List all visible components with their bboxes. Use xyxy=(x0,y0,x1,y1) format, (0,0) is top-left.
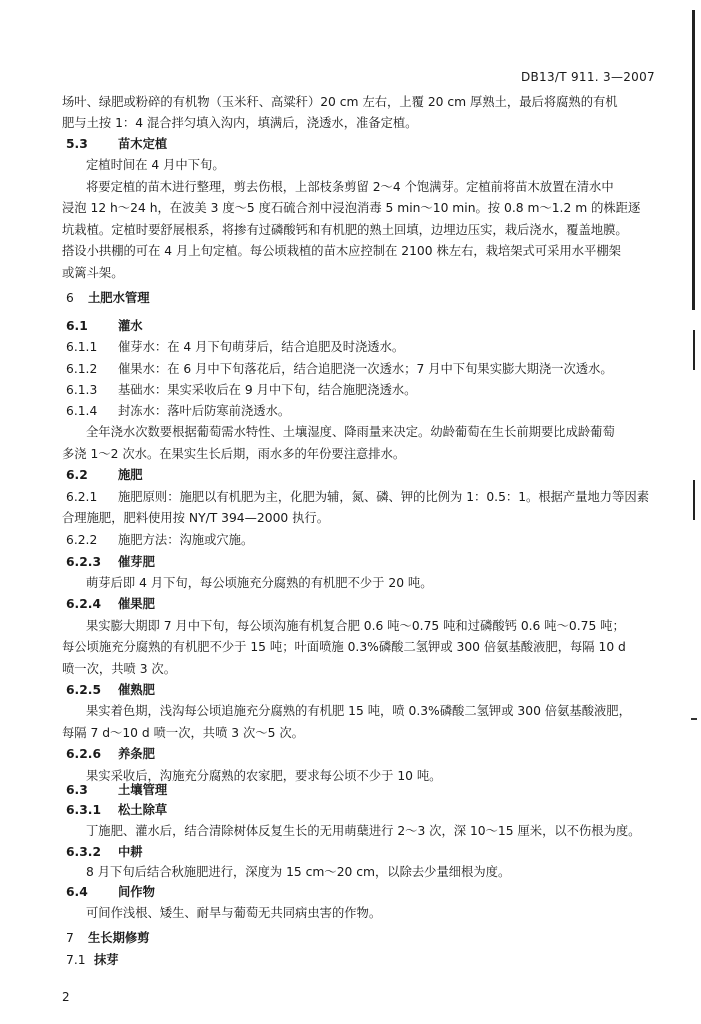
section-heading-6 xyxy=(66,288,662,310)
paragraph-line: 多浇 1～2 次水。在果实生长后期，雨水多的年份要注意排水。 xyxy=(62,447,406,461)
clause-number: 6.1.4 xyxy=(66,404,98,418)
clause-number: 6.2.1 xyxy=(66,490,98,504)
clause-text: 封冻水：落叶后防寒前浇透水。 xyxy=(118,404,291,418)
section-number: 6.2.6 xyxy=(66,747,102,761)
clause-6-2-1 xyxy=(66,487,662,509)
paragraph-line: 果实采收后，沟施充分腐熟的农家肥，要求每公顷不少于 10 吨。 xyxy=(86,769,442,783)
section-heading-6-3-2 xyxy=(66,842,662,864)
paragraph-line: 每公顷施充分腐熟的有机肥不少于 15 吨；叶面喷施 0.3%磷酸二氢钾或 300 倍氨基酸液肥，每隔 10 d xyxy=(62,640,626,654)
document-id: DB13/T 911. 3—2007 xyxy=(520,70,655,84)
paragraph-line: 全年浇水次数要根据葡萄需水特性、土壤湿度、降雨量来决定。幼龄葡萄在生长前期要比成龄葡萄 xyxy=(86,425,615,439)
section-title: 催果肥 xyxy=(118,597,155,611)
clause-number: 6.2.2 xyxy=(66,533,98,547)
section-title: 催熟肥 xyxy=(118,683,155,697)
paragraph-line: 果实膨大期即 7 月中下旬，每公顷沟施有机复合肥 0.6 吨～0.75 吨和过磷酸钙 0.6 吨～0.75 吨； xyxy=(86,619,625,633)
page-number: 2 xyxy=(62,990,70,1004)
paragraph-line: 丁施肥、灌水后，结合清除树体反复生长的无用萌蘖进行 2～3 次，深 10～15 厘米，以不伤根为度。 xyxy=(86,824,641,838)
section-heading-6-2-6 xyxy=(66,744,662,766)
paragraph-line: 果实着色期，浅沟每公顷追施充分腐熟的有机肥 15 吨，喷 0.3%磷酸二氢钾或 300 倍氨基酸液肥， xyxy=(86,704,631,718)
section-heading-7 xyxy=(66,928,662,950)
section-heading-6-2-5 xyxy=(66,680,662,702)
paragraph-line: 浸泡 12 h～24 h，在波美 3 度～5 度石硫合剂中浸泡消毒 5 min～10 min。按 0.8 m～1.2 m 的株距逐 xyxy=(62,201,641,215)
paragraph-line: 合理施肥，肥料使用按 NY/T 394—2000 执行。 xyxy=(62,511,330,525)
clause-6-1-1 xyxy=(66,337,662,359)
section-title: 土肥水管理 xyxy=(88,291,150,305)
section-heading-6-3 xyxy=(66,780,662,802)
section-heading-6-4 xyxy=(66,882,662,904)
section-title: 土壤管理 xyxy=(118,783,168,797)
clause-6-2-2 xyxy=(66,530,662,552)
section-number: 6.2 xyxy=(66,468,88,482)
section-number: 6.2.3 xyxy=(66,555,102,569)
section-title: 抹芽 xyxy=(94,953,119,967)
paragraph-line: 8 月下旬后结合秋施肥进行，深度为 15 cm～20 cm，以除去少量细根为度。 xyxy=(86,865,511,879)
section-heading-6-2-3 xyxy=(66,552,662,574)
section-heading-6-3-1 xyxy=(66,800,662,822)
section-title: 间作物 xyxy=(118,885,155,899)
paragraph-line: 将要定植的苗木进行整理，剪去伤根，上部枝条剪留 2～4 个饱满芽。定植前将苗木放置在清水中 xyxy=(86,180,614,194)
clause-number: 6.1.1 xyxy=(66,340,98,354)
section-title: 中耕 xyxy=(118,845,143,859)
section-title: 苗木定植 xyxy=(118,137,168,151)
paragraph-line: 定植时间在 4 月中下旬。 xyxy=(86,158,225,172)
section-title: 灌水 xyxy=(118,319,143,333)
section-number: 6.2.4 xyxy=(66,597,102,611)
scan-edge-mark xyxy=(693,330,695,370)
section-number: 6.2.5 xyxy=(66,683,102,697)
paragraph-line: 喷一次，共喷 3 次。 xyxy=(62,662,177,676)
section-title: 生长期修剪 xyxy=(88,931,150,945)
section-number: 6 xyxy=(66,291,74,305)
section-title: 催芽肥 xyxy=(118,555,155,569)
section-heading-5-3 xyxy=(66,134,662,156)
section-heading-6-2-4 xyxy=(66,594,662,616)
clause-6-1-3 xyxy=(66,380,662,402)
section-number: 6.3.2 xyxy=(66,845,102,859)
paragraph-line: 肥与土按 1：4 混合拌匀填入沟内，填满后，浇透水，准备定植。 xyxy=(62,116,418,130)
section-number: 6.3 xyxy=(66,783,88,797)
clause-6-1-2 xyxy=(66,359,662,381)
section-number: 6.4 xyxy=(66,885,88,899)
scan-edge-tick xyxy=(691,718,697,720)
paragraph-line: 或篱斗架。 xyxy=(62,266,124,280)
clause-number: 6.1.3 xyxy=(66,383,98,397)
section-title: 施肥 xyxy=(118,468,143,482)
paragraph-line: 场叶、绿肥或粉碎的有机物（玉米秆、高粱秆）20 cm 左右，上覆 20 cm 厚熟土，最后将腐熟的有机 xyxy=(62,95,618,109)
section-number: 7.1 xyxy=(66,953,86,967)
clause-text: 基础水：果实采收后在 9 月中下旬，结合施肥浇透水。 xyxy=(118,383,417,397)
section-number: 5.3 xyxy=(66,137,88,151)
section-heading-6-2 xyxy=(66,465,662,487)
clause-text: 催芽水：在 4 月下旬萌芽后，结合追肥及时浇透水。 xyxy=(118,340,405,354)
scan-edge-mark xyxy=(692,10,695,310)
paragraph-line: 每隔 7 d～10 d 喷一次，共喷 3 次～5 次。 xyxy=(62,726,304,740)
section-number: 6.1 xyxy=(66,319,88,333)
section-title: 松土除草 xyxy=(118,803,168,817)
scan-edge-mark xyxy=(693,480,695,520)
paragraph-line: 可间作浅根、矮生、耐旱与葡萄无共同病虫害的作物。 xyxy=(86,906,382,920)
section-heading-6-1 xyxy=(66,316,662,338)
clause-text: 施肥方法：沟施或穴施。 xyxy=(118,533,254,547)
section-number: 7 xyxy=(66,931,74,945)
section-number: 6.3.1 xyxy=(66,803,102,817)
clause-6-1-4 xyxy=(66,401,662,423)
section-heading-7-1 xyxy=(66,950,662,972)
clause-text: 施肥原则：施肥以有机肥为主，化肥为辅，氮、磷、钾的比例为 1：0.5：1。根据产量地力等因素 xyxy=(118,490,649,504)
clause-number: 6.1.2 xyxy=(66,362,98,376)
paragraph-line: 坑栽植。定植时要舒展根系，将掺有过磷酸钙和有机肥的熟土回填，边埋边压实，栽后浇水，覆盖地膜。 xyxy=(62,223,628,237)
paragraph-line: 萌芽后即 4 月下旬，每公顷施充分腐熟的有机肥不少于 20 吨。 xyxy=(86,576,433,590)
section-title: 养条肥 xyxy=(118,747,155,761)
clause-text: 催果水：在 6 月中下旬落花后，结合追肥浇一次透水；7 月中下旬果实膨大期浇一次透水。 xyxy=(118,362,613,376)
paragraph-line: 搭设小拱棚的可在 4 月上旬定植。每公顷栽植的苗木应控制在 2100 株左右，栽培架式可采用水平棚架 xyxy=(62,244,621,258)
